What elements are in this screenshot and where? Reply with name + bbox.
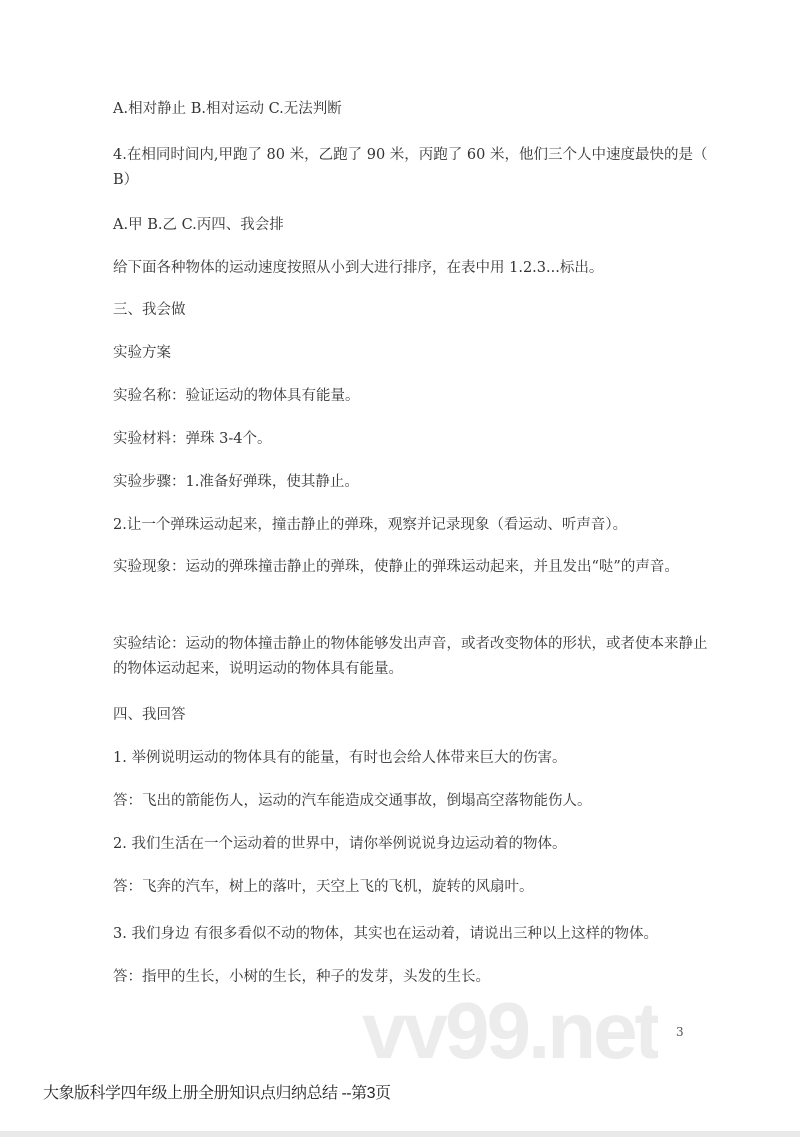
experiment-name: 实验名称：验证运动的物体具有能量。 (113, 388, 360, 404)
footer-title: 大象版科学四年级上册全册知识点归纳总结 --第3页 (43, 1085, 391, 1102)
experiment-conclusion: 实验结论：运动的物体撞击静止的物体能够发出声音，或者改变物体的形状，或者使本来静止的物体运动起来，说明运动的物体具有能量。 (113, 636, 708, 677)
question-4: 4.在相同时间内,甲跑了 80 米，乙跑了 90 米，丙跑了 60 米，他们三个人中速度最快的是（ B） (113, 147, 713, 188)
answer-3: 答：指甲的生长，小树的生长，种子的发芽，头发的生长。 (113, 969, 490, 985)
experiment-plan-heading: 实验方案 (113, 345, 171, 361)
answer-1: 答：飞出的箭能伤人，运动的汽车能造成交通事故，倒塌高空落物能伤人。 (113, 793, 592, 809)
experiment-phenomenon: 实验现象：运动的弹珠撞击静止的弹珠，使静止的弹珠运动起来，并且发出“哒”的声音。 (113, 559, 679, 575)
section-heading-3: 三、我会做 (113, 302, 186, 318)
page-divider (0, 1131, 800, 1137)
section-heading-4: 四、我回答 (113, 707, 186, 723)
answer-2: 答：飞奔的汽车，树上的落叶，天空上飞的飞机，旋转的风扇叶。 (113, 879, 534, 895)
page-number: 3 (676, 1025, 684, 1039)
watermark: vv99.net (362, 1000, 659, 1062)
options-q4: A.甲 B.乙 C.丙四、我会排 (113, 217, 284, 233)
experiment-step-2: 2.让一个弹珠运动起来，撞击静止的弹珠，观察并记录现象（看运动、听声音）。 (113, 517, 628, 533)
options-q3: A.相对静止 B.相对运动 C.无法判断 (113, 101, 342, 117)
answer-question-3: 3. 我们身边 有很多看似不动的物体，其实也在运动着，请说出三种以上这样的物体。 (113, 926, 659, 942)
experiment-materials: 实验材料：弹珠 3-4个。 (113, 431, 272, 447)
answer-question-1: 1. 举例说明运动的物体具有的能量，有时也会给人体带来巨大的伤害。 (113, 750, 567, 766)
answer-question-2: 2. 我们生活在一个运动着的世界中，请你举例说说身边运动着的物体。 (113, 836, 567, 852)
experiment-step-1: 实验步骤：1.准备好弹珠，使其静止。 (113, 474, 359, 490)
ranking-instruction: 给下面各种物体的运动速度按照从小到大进行排序，在表中用 1.2.3...标出。 (113, 260, 604, 276)
